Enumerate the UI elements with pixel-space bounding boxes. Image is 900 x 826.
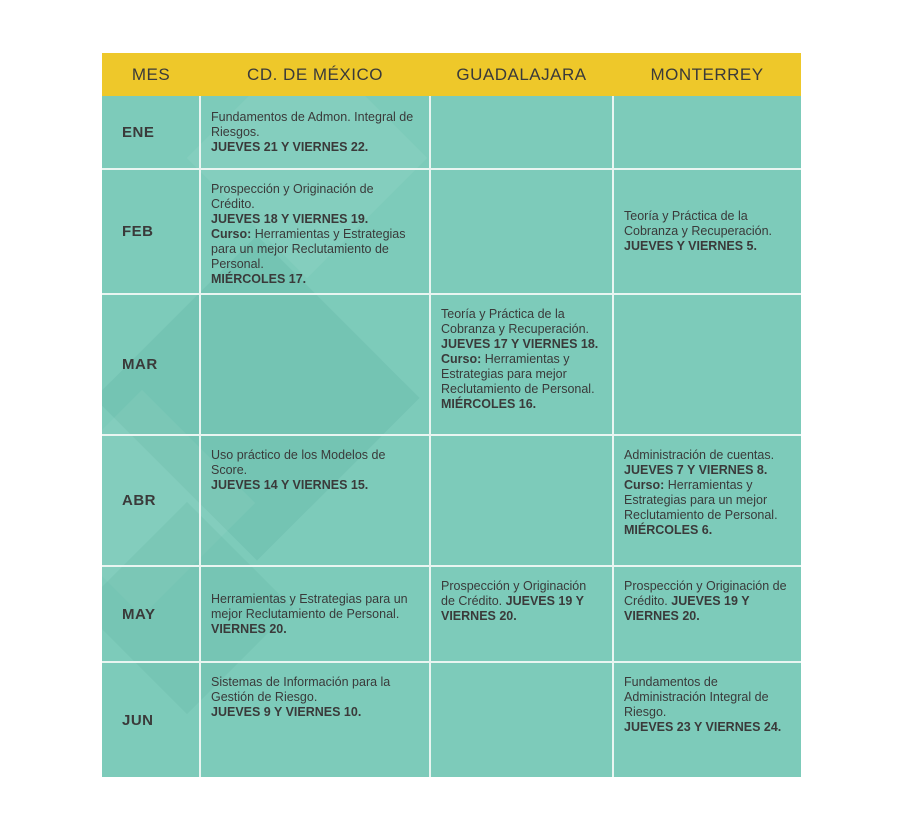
course-title: Fundamentos de Admon. Integral de Riesgos. [211, 109, 414, 139]
table-row [102, 566, 801, 662]
table-row [102, 294, 801, 435]
table-row [102, 96, 801, 169]
month-cell: MAY [102, 566, 200, 662]
course-title: Teoría y Práctica de la Cobranza y Recuperación. [624, 209, 772, 238]
course-label: Curso: [624, 478, 665, 492]
cdmx-cell [200, 96, 430, 169]
course-dates: JUEVES 23 Y VIERNES 24. [624, 720, 782, 734]
header-month: MES [102, 53, 200, 96]
course-dates: JUEVES 19 Y VIERNES 20. [624, 594, 750, 623]
header-row [102, 53, 801, 96]
guadalajara-cell [430, 662, 613, 777]
course-dates: JUEVES 18 Y VIERNES 19. [211, 212, 369, 226]
schedule-table [102, 53, 801, 777]
course-date: MIÉRCOLES 17. [211, 272, 307, 286]
course-label: Curso: [211, 227, 252, 241]
month-cell: ENE [102, 96, 200, 169]
course-schedule [102, 53, 801, 777]
course-title: Prospección y Originación de Crédito. [441, 579, 587, 608]
monterrey-cell [613, 662, 801, 777]
month-cell: JUN [102, 662, 200, 777]
guadalajara-cell [430, 435, 613, 566]
header-cd-mexico: CD. DE MÉXICO [200, 53, 430, 96]
monterrey-cell [613, 294, 801, 435]
cdmx-cell [200, 169, 430, 294]
course-title: Uso práctico de los Modelos de Score. [211, 448, 386, 477]
table-row [102, 435, 801, 566]
guadalajara-cell [430, 294, 613, 435]
course-dates: JUEVES 17 Y VIERNES 18. [441, 337, 599, 351]
monterrey-cell [613, 435, 801, 566]
course-dates: JUEVES 9 Y VIERNES 10. [211, 705, 362, 719]
guadalajara-cell [430, 96, 613, 169]
course-date: MIÉRCOLES 6. [624, 523, 713, 537]
course-title: Teoría y Práctica de la Cobranza y Recuperación. [441, 307, 589, 336]
course-date: MIÉRCOLES 16. [441, 397, 537, 411]
guadalajara-cell [430, 169, 613, 294]
course-title: Herramientas y Estrategias para un mejor Reclutamiento de Personal. [211, 591, 408, 621]
month-cell: MAR [102, 294, 200, 435]
cdmx-cell [200, 435, 430, 566]
table-row [102, 662, 801, 777]
monterrey-cell [613, 566, 801, 662]
course-text: Herramientas y Estrategias para un mejor Reclutamiento de Personal. [624, 478, 778, 522]
monterrey-cell [613, 169, 801, 294]
course-dates: JUEVES Y VIERNES 5. [624, 239, 757, 253]
cdmx-cell [200, 662, 430, 777]
course-dates: JUEVES 19 Y VIERNES 20. [441, 594, 584, 623]
course-dates: JUEVES 21 Y VIERNES 22. [211, 139, 369, 154]
course-title: Fundamentos de Administración Integral de Riesgo. [624, 675, 769, 719]
course-title: Prospección y Originación de Crédito. [211, 182, 374, 211]
monterrey-cell [613, 96, 801, 169]
month-cell: ABR [102, 435, 200, 566]
course-text: Herramientas y Estrategias para mejor Reclutamiento de Personal. [441, 352, 595, 396]
table-row [102, 169, 801, 294]
cdmx-cell [200, 566, 430, 662]
course-dates: VIERNES 20. [211, 621, 287, 636]
header-monterrey: MONTERREY [613, 53, 801, 96]
course-title: Sistemas de Información para la Gestión de Riesgo. [211, 675, 391, 704]
course-dates: JUEVES 14 Y VIERNES 15. [211, 478, 369, 492]
course-text: Herramientas y Estrategias para un mejor Reclutamiento de Personal. [211, 227, 406, 271]
header-guadalajara: GUADALAJARA [430, 53, 613, 96]
course-title: Prospección y Originación de Crédito. [624, 579, 787, 608]
course-dates: JUEVES 7 Y VIERNES 8. [624, 463, 768, 477]
course-title: Administración de cuentas. [624, 448, 775, 462]
cdmx-cell [200, 294, 430, 435]
month-cell: FEB [102, 169, 200, 294]
course-label: Curso: [441, 352, 482, 366]
guadalajara-cell [430, 566, 613, 662]
